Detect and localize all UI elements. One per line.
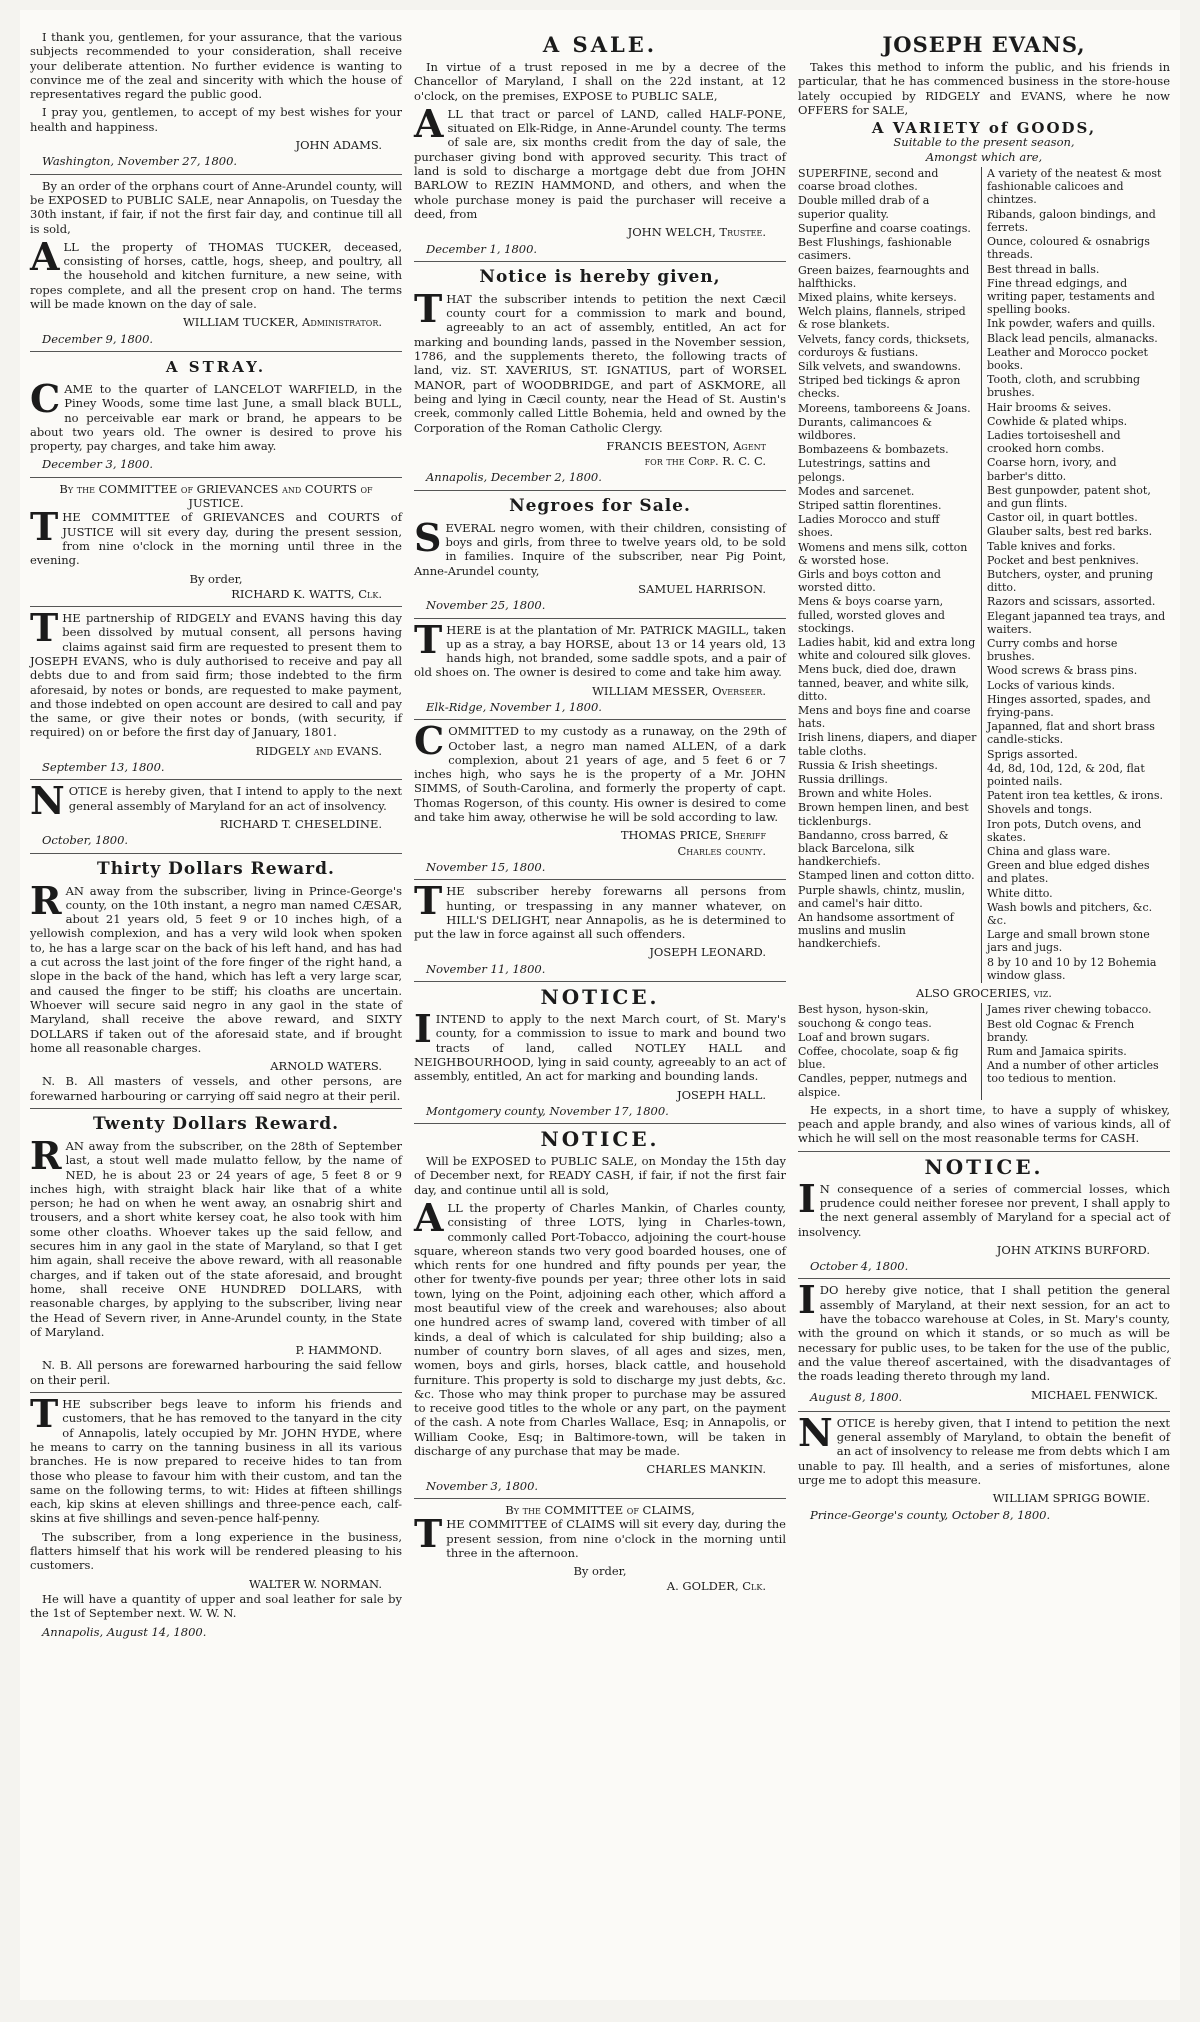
drop-cap: R: [30, 1133, 62, 1178]
hall-body: INTEND to apply to the next March court, of St. Mary's county, for a commission to issue to mark and bound two tracts of land, called NOTLEY HALL and NEIGHBOURHOOD, lying in said county, agreeably to an act of assembly, entitled, An act for marking and bounding lands.: [414, 1012, 786, 1084]
divider: [414, 490, 786, 491]
list-item: Silk velvets, and swandowns.: [798, 359, 961, 373]
divider: [414, 618, 786, 619]
list-item: Coarse horn, ivory, and barber's ditto.: [987, 456, 1117, 483]
list-item: Superfine and coarse coatings.: [798, 221, 971, 235]
messer-ad: [414, 616, 786, 715]
twenty-dollars-ad: [30, 1113, 402, 1387]
list-item: Ladies habit, kid and extra long white and coloured silk gloves.: [798, 635, 976, 663]
list-item: Green and blue edged dishes and plates.: [987, 859, 1150, 886]
beeston-signature-2: for the Corp. R. C. C.: [644, 454, 766, 469]
drop-cap: S: [414, 514, 442, 560]
list-item: Butchers, oyster, and pruning ditto.: [987, 567, 1153, 595]
hall-date: Montgomery county, November 17, 1800.: [426, 1103, 669, 1118]
grievances-body: HE COMMITTEE of GRIEVANCES and COURTS of JUSTICE will sit every day, during the present session, from nine o'clock in the morning until three in the evening.: [30, 510, 402, 568]
adams-letter: [30, 30, 402, 169]
evans-season: Suitable to the present season,: [893, 135, 1075, 150]
norman-nb-sign: W. W. N.: [189, 1606, 237, 1621]
list-item: Black lead pencils, almanacks.: [987, 331, 1158, 345]
tucker-ad: [30, 179, 402, 346]
list-item: Fine thread edgings, and writing paper, testaments and spelling books.: [987, 276, 1155, 317]
hall-title: NOTICE.: [540, 985, 660, 1010]
divider: [414, 719, 786, 720]
beeston-ad: [414, 266, 786, 485]
evans-ad: [798, 34, 1170, 1146]
list-item: Large and small brown stone jars and jugs.: [987, 928, 1150, 955]
list-item: Rum and Jamaica spirits.: [987, 1044, 1127, 1058]
list-item: Velvets, fancy cords, thicksets, corduroys & fustians.: [798, 332, 970, 359]
norman-signature: WALTER W. NORMAN.: [249, 1576, 382, 1591]
drop-cap: I: [798, 1175, 816, 1221]
twenty-title: Twenty Dollars Reward.: [92, 1114, 340, 1134]
norman-nb-text: He will have a quantity of upper and soal leather for sale by the 1st of September next.: [30, 1591, 402, 1621]
grievances-ad: [30, 482, 402, 601]
list-item: James river chewing tobacco.: [987, 1003, 1152, 1017]
list-item: Shovels and tongs.: [987, 803, 1093, 817]
bowie-ad: [798, 1409, 1170, 1522]
drop-cap: T: [30, 1391, 59, 1437]
list-item: Best old Cognac & French brandy.: [987, 1017, 1135, 1044]
divider: [30, 351, 402, 352]
sale-date: December 1, 1800.: [426, 241, 538, 256]
partnership-date: September 13, 1800.: [42, 760, 165, 775]
divider: [798, 1278, 1170, 1279]
grievances-by-order: By order,: [189, 571, 243, 586]
divider: [30, 1108, 402, 1109]
list-item: Elegant japanned tea trays, and waiters.: [987, 609, 1166, 636]
grievances-intro: By the COMMITTEE of GRIEVANCES and COURTS of JUSTICE.: [59, 481, 373, 511]
negroes-signature: SAMUEL HARRISON.: [638, 581, 766, 596]
divider: [414, 879, 786, 880]
list-item: White ditto.: [987, 886, 1053, 900]
fenwick-footer: [798, 1388, 1170, 1406]
stray-title: A STRAY.: [165, 357, 267, 376]
cheseldine-ad: [30, 778, 402, 848]
negroes-body: EVERAL negro women, with their children, consisting of boys and girls, from three to twelve years old, to be sold in families. Inquire of the subscriber, near Pig Point, Anne-Arundel county,: [414, 520, 786, 578]
list-item: Irish linens, diapers, and diaper table cloths.: [798, 731, 977, 758]
partnership-signature: RIDGELY and EVANS.: [255, 743, 382, 758]
price-signature: THOMAS PRICE, Sheriff: [620, 828, 766, 843]
thirty-body: AN away from the subscriber, living in Prince-George's county, on the 10th instant, a negro man named CÆSAR, about 21 years old, 5 feet 9 or 10 inches high, of a yellowish complexion, and has a very wild look when spoken to, he has a large scar on the back of his left hand, and has had a cut across the last joint of the fore finger of the right hand, a slope in the back of the hand, which has left a very large scar, and caused the finger to be stiff; his cloaths are uncertain. Whoever will secure said negro in any gaol in the state of Maryland, shall receive the above reward, and SIXTY DOLLARS if taken out of the aforesaid state, and if brought home all reasonable charges.: [30, 883, 402, 1055]
list-item: Brown and white Holes.: [798, 787, 932, 801]
drop-cap: T: [30, 605, 59, 651]
list-item: Locks of various kinds.: [987, 678, 1115, 692]
list-item: Ladies tortoiseshell and crooked horn combs.: [987, 428, 1121, 456]
column-3: [798, 30, 1170, 1524]
list-item: 4d, 8d, 10d, 12d, & 20d, flat pointed nails.: [987, 761, 1145, 789]
divider: [798, 1151, 1170, 1152]
groceries-title: ALSO GROCERIES, viz.: [916, 986, 1052, 1001]
messer-signature: WILLIAM MESSER, Overseer.: [592, 683, 766, 698]
list-item: A variety of the neatest & most fashionable calicoes and chintzes.: [987, 167, 1162, 207]
sale-intro: In virtue of a trust reposed in me by a decree of the Chancellor of Maryland, I shall on the 22d instant, at 12 o'clock, on the premises, EXPOSE to PUBLIC SALE,: [414, 60, 786, 103]
stray-ad: [30, 356, 402, 472]
drop-cap: R: [30, 877, 62, 923]
cheseldine-body: OTICE is hereby given, that I intend to apply to the next general assembly of Maryland for an act of insolvency.: [68, 784, 402, 813]
list-item: Best hyson, hyson-skin, souchong & congo teas.: [798, 1003, 932, 1030]
groceries-right-column: [981, 1003, 1170, 1099]
adams-body-2: I pray you, gentlemen, to accept of my best wishes for your health and happiness.: [30, 105, 402, 134]
divider: [30, 779, 402, 780]
list-item: Striped bed tickings & apron checks.: [798, 374, 961, 401]
bowie-date: Prince-George's county, October 8, 1800.: [810, 1507, 1051, 1522]
messer-body: HERE is at the plantation of Mr. PATRICK MAGILL, taken up as a stray, a bay HORSE, about 13 or 14 years old, 13 hands high, not branded, some saddle spots, and a pair of old shoes on. The owner is desired to come and take him away.: [414, 622, 786, 680]
tucker-signature: WILLIAM TUCKER, Administrator.: [182, 315, 382, 330]
evans-footer: He expects, in a short time, to have a supply of whiskey, peach and apple brandy, and also wines of various kinds, all of which he will sell on the most reasonable terms for CASH.: [798, 1102, 1170, 1146]
list-item: Pocket and best penknives.: [987, 553, 1139, 567]
drop-cap: N: [30, 778, 65, 824]
list-item: Tooth, cloth, and scrubbing brushes.: [987, 373, 1141, 400]
claims-signature: A. GOLDER, Clk.: [666, 1579, 766, 1594]
list-item: Striped sattin florentines.: [798, 498, 942, 512]
mankin-signature: CHARLES MANKIN.: [646, 1462, 766, 1477]
bowie-body: OTICE is hereby given, that I intend to petition the next general assembly of Maryland, to obtain the benefit of an act of insolvency to release me from debts which I am unable to pay. Ill health, and a series of misfortunes, alone urge me to adopt this measure.: [798, 1415, 1170, 1488]
evans-variety: A VARIETY of GOODS,: [871, 119, 1097, 138]
drop-cap: C: [414, 718, 445, 764]
list-item: Curry combs and horse brushes.: [987, 636, 1118, 664]
bowie-signature: WILLIAM SPRIGG BOWIE.: [992, 1491, 1150, 1506]
partnership-ad: [30, 605, 402, 775]
list-item: Best gunpowder, patent shot, and gun flints.: [987, 483, 1151, 510]
burford-signature: JOHN ATKINS BURFORD.: [996, 1242, 1150, 1257]
drop-cap: T: [414, 616, 443, 662]
list-item: Sprigs assorted.: [987, 747, 1078, 761]
sale-ad: [414, 34, 786, 256]
column-2: [414, 30, 786, 1595]
list-item: Cowhide & plated whips.: [987, 414, 1128, 428]
evans-intro: Takes this method to inform the public, and his friends in particular, that he has commenced business in the store-house lately occupied by RIDGELY and EVANS, where he now OFFERS for SALE,: [798, 60, 1170, 117]
list-item: Wood screws & brass pins.: [987, 664, 1138, 678]
beeston-title: Notice is hereby given,: [479, 266, 721, 287]
drop-cap: T: [414, 878, 443, 924]
partnership-body: HE partnership of RIDGELY and EVANS having this day been dissolved by mutual consent, all persons having claims against said firm are requested to present them to JOSEPH EVANS, who is duly authorised to receive and pay all debts due to and from said firm; those indebted to the firm aforesaid, by notes or bonds, are requested to make payment, and those indebted on open account are desired to call and pay the same, or give their notes or bonds, (with security, if required) on or before the first day of January, 1801.: [30, 611, 402, 740]
list-item: Best Flushings, fashionable casimers.: [798, 236, 952, 263]
norman-nb: [30, 1592, 402, 1621]
divider: [414, 1123, 786, 1124]
list-item: Welch plains, flannels, striped & rose blankets.: [798, 305, 966, 332]
list-item: Purple shawls, chintz, muslin, and camel's hair ditto.: [798, 883, 966, 910]
drop-cap: I: [798, 1277, 816, 1323]
hall-ad: [414, 986, 786, 1118]
norman-ad: [30, 1391, 402, 1639]
list-item: Bombazeens & bombazets.: [798, 443, 949, 457]
leonard-body: HE subscriber hereby forewarns all persons from hunting, or trespassing in any manner whatever, on HILL'S DELIGHT, near Annapolis, as he is determined to put the law in force against all such offenders.: [414, 884, 786, 942]
evans-among: Amongst which are,: [925, 149, 1043, 164]
thirty-title: Thirty Dollars Reward.: [97, 858, 335, 879]
price-body: OMMITTED to my custody as a runaway, on the 29th of October last, a negro man named ALLEN, of a dark complexion, about 21 years of age, and 5 feet 6 or 7 inches high, who says he is the property of a Mr. JOHN SIMMS, of South-Carolina, and formerly the property of capt. Thomas Rogerson, of this county. His owner is desired to come and take him away, otherwise he will be sold according to law.: [414, 724, 786, 825]
list-item: Durants, calimancoes & wildbores.: [798, 415, 932, 442]
burford-date: October 4, 1800.: [810, 1259, 909, 1274]
list-item: Womens and mens silk, cotton & worsted hose.: [798, 540, 968, 567]
stray-body: AME to the quarter of LANCELOT WARFIELD, in the Piney Woods, some time last June, a small black BULL, no perceivable ear mark or brand, he appears to be about two years old. The owner is desired to prove his property, pay charges, and take him away.: [30, 381, 402, 454]
list-item: Glauber salts, best red barks.: [987, 525, 1153, 539]
twenty-nb: N. B. All persons are forewarned harbouring the said fellow on their peril.: [30, 1358, 402, 1387]
divider: [30, 1392, 402, 1393]
adams-body-1: I thank you, gentlemen, for your assurance, that the various subjects recommended to your consideration, shall receive your deliberate attention. No further evidence is wanting to convince me of the zeal and sincerity with which the house of representatives regard the public good.: [30, 30, 402, 102]
list-item: Double milled drab of a superior quality.: [798, 194, 930, 221]
list-item: Hinges assorted, spades, and frying-pans.: [987, 692, 1151, 719]
tucker-body: LL the property of THOMAS TUCKER, deceased, consisting of horses, cattle, hogs, sheep, and poultry, all the household and kitchen furniture, a new seine, with ropes complete, and all the present crop on hand. The terms will be made known on the day of sale.: [30, 239, 402, 312]
list-item: Table knives and forks.: [987, 539, 1116, 553]
list-item: China and glass ware.: [987, 845, 1111, 859]
price-signature-2: Charles county.: [677, 843, 766, 858]
drop-cap: C: [30, 375, 61, 421]
drop-cap: A: [414, 1195, 444, 1240]
list-item: Best thread in balls.: [987, 262, 1100, 276]
drop-cap: N: [798, 1409, 833, 1455]
fenwick-signature: MICHAEL FENWICK.: [1031, 1387, 1158, 1402]
leonard-ad: [414, 878, 786, 976]
sale-signature: JOHN WELCH, Trustee.: [627, 225, 766, 240]
list-item: Ribands, galoon bindings, and ferrets.: [987, 207, 1156, 234]
list-item: Mens buck, died doe, drawn tanned, beaver, and white silk, ditto.: [798, 663, 970, 703]
mankin-date: November 3, 1800.: [426, 1478, 539, 1493]
cheseldine-date: October, 1800.: [42, 833, 129, 848]
drop-cap: A: [30, 233, 60, 279]
list-item: Mixed plains, white kerseys.: [798, 290, 957, 304]
fenwick-date: August 8, 1800.: [810, 1389, 903, 1404]
sale-title: A SALE.: [542, 32, 658, 57]
list-item: Leather and Morocco pocket books.: [987, 345, 1148, 372]
evans-title: JOSEPH EVANS,: [882, 32, 1086, 57]
beeston-body: HAT the subscriber intends to petition the next Cæcil county court for a commission to mark and bound, agreeably to an act of assembly, entitled, An act for marking and bounding lands, passed in the November session, 1786, and the supplements thereto, the following tracts of land, viz. ST. XAVERIUS, ST. IGNATIUS, part of WORSEL MANOR, part of WOODBRIDGE, and part of ASKMORE, all being and lying in Cæcil county, near the Head of St. Austin's creek, commonly called Little Bohemia, held and owned by the Corporation of the Roman Catholic Clergy.: [414, 291, 786, 435]
divider: [30, 174, 402, 175]
sale-body: LL that tract or parcel of LAND, called HALF-PONE, situated on Elk-Ridge, in Anne-Arundel county. The terms of sale are, six months credit from the day of sale, the purchaser giving bond with approved security. This tract of land is sold to discharge a mortgage debt due from JOHN BARLOW to REZIN HAMMOND, and others, and when the whole purchase money is paid the purchaser will receive a deed, from: [414, 106, 786, 221]
groceries-left-column: [798, 1003, 981, 1099]
leonard-date: November 11, 1800.: [426, 961, 546, 976]
fenwick-ad: [798, 1277, 1170, 1405]
list-item: Coffee, chocolate, soap & fig blue.: [798, 1044, 959, 1072]
divider: [798, 1411, 1170, 1412]
list-item: 8 by 10 and 10 by 12 Bohemia window glass.: [987, 955, 1157, 982]
drop-cap: T: [414, 285, 443, 331]
list-item: Modes and sarcenet.: [798, 484, 915, 498]
list-item: Loaf and brown sugars.: [798, 1030, 930, 1044]
divider: [30, 477, 402, 478]
beeston-signature: FRANCIS BEESTON, Agent: [606, 438, 766, 453]
price-ad: [414, 718, 786, 874]
drop-cap: T: [414, 1511, 443, 1557]
twenty-body: AN away from the subscriber, on the 28th of September last, a stout well made mulatto fellow, by the name of NED, he is about 23 or 24 years of age, 5 feet 8 or 9 inches high, with straight black hair like that of a white person; he had on when he went away, an osnabrig shirt and trousers, and a short white kersey coat, he also took with him some other cloaths. Whoever takes up the said fellow, and secures him in any gaol in the state of Maryland, so that I get him again, shall receive the above reward, with all reasonable charges, and if taken out of the state aforesaid, and brought home, shall receive ONE HUNDRED DOLLARS, with reasonable charges, by applying to the subscriber, living near the Head of Severn river, in Anne-Arundel county, in the State of Maryland.: [30, 1139, 402, 1339]
column-1: [30, 30, 402, 1641]
list-item: Brown hempen linen, and best ticklenburgs.: [798, 801, 969, 828]
list-item: Lutestrings, sattins and pelongs.: [798, 457, 931, 484]
burford-ad: [798, 1156, 1170, 1274]
cheseldine-signature: RICHARD T. CHESELDINE.: [219, 816, 382, 831]
list-item: Green baizes, fearnoughts and halfthicks.: [798, 263, 970, 290]
list-item: Patent iron tea kettles, & irons.: [987, 789, 1163, 803]
divider: [30, 853, 402, 854]
claims-ad: [414, 1503, 786, 1594]
list-item: Mens and boys fine and coarse hats.: [798, 704, 971, 731]
list-item: Hair brooms & seives.: [987, 400, 1112, 414]
goods-list: [798, 167, 1170, 983]
mankin-body: LL the property of Charles Mankin, of Charles county, consisting of three LOTS, lying in Charles-town, commonly called Port-Tobacco, adjoining the court-house square, whereon stands two very good boarded houses, one of which rents for one hundred and fifty pounds per year, the other for twenty-five pounds per year; three other lots in said town, lying on the Point, adjoining each other, which afford a most beautiful view of the creek and warehouses; also about one hundred acres of swamp land, covered with timber of all kinds, a deal of which is calculated for ship building; also a number of country born slaves, of all ages and sizes, men, women, boys and girls, horses, black cattle, and household furniture. This property is sold to discharge my just debts, &c. &c. Those who may think proper to purchase may be assured to receive good titles to the whole or any part, on the payment of the cash. A note from Charles Wallace, Esq; in Annapolis, or William Cooke, Esq; in Baltimore-town, will be taken in discharge of any purchase that may be made.: [414, 1201, 786, 1459]
thirty-signature: ARNOLD WATERS.: [270, 1059, 382, 1074]
negroes-title: Negroes for Sale.: [509, 495, 691, 516]
goods-left-column: [798, 167, 981, 983]
mankin-ad: [414, 1128, 786, 1493]
negroes-ad: [414, 495, 786, 613]
beeston-date: Annapolis, December 2, 1800.: [426, 470, 602, 485]
list-item: Russia drillings.: [798, 773, 888, 787]
drop-cap: T: [30, 504, 59, 550]
claims-by-order: By order,: [573, 1564, 627, 1579]
list-item: Iron pots, Dutch ovens, and skates.: [987, 817, 1142, 844]
drop-cap: I: [414, 1006, 432, 1052]
list-item: Girls and boys cotton and worsted ditto.: [798, 567, 941, 595]
list-item: Ink powder, wafers and quills.: [987, 317, 1156, 331]
newspaper-page: [20, 10, 1180, 2000]
list-item: Russia & Irish sheetings.: [798, 758, 938, 772]
burford-body: N consequence of a series of commercial losses, which prudence could neither foresee nor prevent, I shall apply to the next general assembly of Maryland for a special act of insolvency.: [798, 1181, 1170, 1239]
drop-cap: A: [414, 100, 444, 146]
list-item: SUPERFINE, second and coarse broad clothes.: [798, 167, 939, 194]
claims-intro: By the COMMITTEE of CLAIMS,: [505, 1502, 695, 1517]
negroes-date: November 25, 1800.: [426, 598, 546, 613]
burford-title: NOTICE.: [924, 1154, 1044, 1179]
list-item: Moreens, tamboreens & Joans.: [798, 401, 971, 415]
fenwick-body: DO hereby give notice, that I shall petition the general assembly of Maryland, at their next session, for an act to have the tobacco warehouse at Coles, in St. Mary's county, with the ground on which it stands, or so much as will be necessary for public uses, to be taken for the use of the public, and the value thereof ascertained, with the disadvantages of the roads leading thereto through my land.: [798, 1283, 1170, 1384]
list-item: Mens & boys coarse yarn, fulled, worsted gloves and stockings.: [798, 595, 945, 635]
grievances-signature: RICHARD K. WATTS, Clk.: [231, 586, 382, 601]
twenty-signature: P. HAMMOND.: [295, 1343, 382, 1358]
list-item: And a number of other articles too tedious to mention.: [987, 1059, 1159, 1086]
hall-signature: JOSEPH HALL.: [677, 1087, 766, 1102]
adams-signature: JOHN ADAMS.: [295, 138, 382, 153]
divider: [414, 981, 786, 982]
messer-date: Elk-Ridge, November 1, 1800.: [426, 699, 602, 714]
mankin-intro: Will be EXPOSED to PUBLIC SALE, on Monday the 15th day of December next, for READY CASH, if fair, if not the first fair day, and continue until all is sold,: [414, 1154, 786, 1197]
goods-right-column: [981, 167, 1170, 983]
list-item: Ladies Morocco and stuff shoes.: [798, 513, 940, 540]
leonard-signature: JOSEPH LEONARD.: [649, 945, 766, 960]
mankin-title: NOTICE.: [540, 1127, 660, 1152]
tucker-intro: By an order of the orphans court of Anne-Arundel county, will be EXPOSED to PUBLIC SALE, near Annapolis, on Tuesday the 30th instant, if fair, if not the first fair day, and continue till all is sold,: [30, 178, 402, 236]
list-item: Castor oil, in quart bottles.: [987, 511, 1138, 525]
list-item: Japanned, flat and short brass candle-sticks.: [987, 720, 1155, 747]
list-item: Stamped linen and cotton ditto.: [798, 869, 975, 883]
list-item: Bandanno, cross barred, & black Barcelona, silk handkerchiefs.: [798, 828, 949, 869]
claims-body: HE COMMITTEE of CLAIMS will sit every day, during the present session, from nine o'clock in the morning until three in the afternoon.: [446, 1517, 786, 1560]
adams-date: Washington, November 27, 1800.: [42, 154, 238, 169]
divider: [30, 606, 402, 607]
list-item: Ounce, coloured & osnabrigs threads.: [987, 235, 1150, 262]
price-date: November 15, 1800.: [426, 859, 546, 874]
divider: [414, 1498, 786, 1499]
list-item: Wash bowls and pitchers, &c. &c.: [987, 900, 1153, 928]
list-item: An handsome assortment of muslins and muslin handkerchiefs.: [798, 911, 954, 951]
divider: [414, 261, 786, 262]
norman-body: HE subscriber begs leave to inform his friends and customers, that he has removed to the tanyard in the city of Annapolis, lately occupied by Mr. JOHN HYDE, where he means to carry on the tanning business in all its various branches. He is now prepared to receive hides to tan from those who please to favour him with their custom, and tan the same on the following terms, to wit: Hides at fifteen shillings each, kip skins at eleven shillings and three-pence each, calf-skins at five shillings and seven-pence half-penny.: [30, 1397, 402, 1526]
thirty-dollars-ad: [30, 858, 402, 1103]
stray-date: December 3, 1800.: [42, 457, 154, 472]
norman-date: Annapolis, August 14, 1800.: [42, 1624, 207, 1639]
list-item: Candles, pepper, nutmegs and alspice.: [798, 1072, 968, 1099]
thirty-nb: N. B. All masters of vessels, and other persons, are forewarned harbouring or carrying off said negro at their peril.: [30, 1074, 402, 1103]
list-item: Razors and scissars, assorted.: [987, 595, 1156, 609]
tucker-date: December 9, 1800.: [42, 331, 154, 346]
norman-body-2: The subscriber, from a long experience in the business, flatters himself that his work will be rendered pleasing to his customers.: [30, 1529, 402, 1573]
groceries-list: [798, 1003, 1170, 1099]
